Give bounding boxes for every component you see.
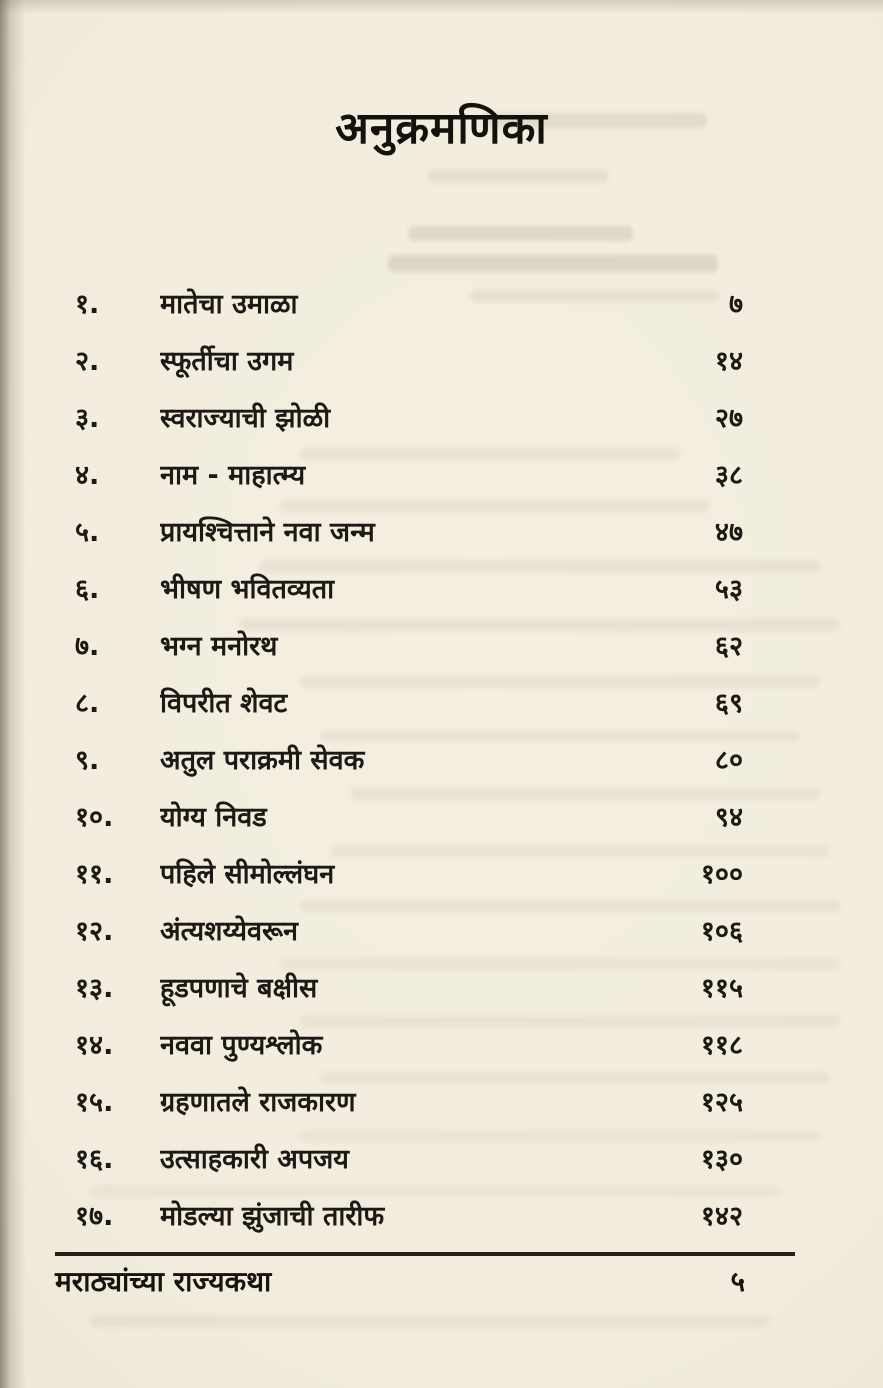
toc-entry-number: ६. — [75, 574, 100, 605]
toc-entry — [75, 846, 743, 903]
toc-entry — [75, 675, 743, 732]
toc-entry-pagenumber: १०० — [700, 859, 743, 890]
toc-entry — [75, 903, 743, 960]
toc-entry-pagenumber: १४ — [714, 346, 743, 377]
toc-entry-title: मातेचा उमाळा — [160, 289, 298, 320]
toc-entry-number: १०. — [75, 802, 114, 833]
toc-entry-title: नववा पुण्यश्लोक — [160, 1030, 323, 1061]
toc-entry-number: ७. — [75, 631, 100, 662]
toc-entry-number: ४. — [75, 460, 100, 491]
bleed-through-ghost — [428, 170, 608, 183]
footer-rule — [55, 1252, 795, 1256]
toc-entry-title: स्फूर्तीचा उगम — [160, 346, 294, 377]
toc-entry-number: १२. — [75, 916, 114, 947]
toc-entry-title: अंत्यशय्येवरून — [160, 916, 298, 947]
footer — [55, 1262, 745, 1300]
toc-entry — [75, 618, 743, 675]
toc-entry-pagenumber: ४७ — [714, 517, 743, 548]
footer-book-title: मराठ्यांच्या राज्यकथा — [55, 1265, 272, 1298]
toc-entry-number: ३. — [75, 403, 100, 434]
toc-entry-pagenumber: १४२ — [700, 1201, 743, 1232]
toc-entry — [75, 789, 743, 846]
toc-entry-pagenumber: ५३ — [714, 574, 743, 605]
toc-entry-number: १७. — [75, 1201, 114, 1232]
toc-entry — [75, 390, 743, 447]
footer-page-number: ५ — [730, 1265, 745, 1298]
toc-entry-number: १३. — [75, 973, 114, 1004]
bleed-through-ghost — [90, 1315, 770, 1327]
toc-entry-title: ग्रहणातले राजकारण — [160, 1087, 356, 1118]
toc-entry-pagenumber: ८० — [714, 745, 743, 776]
toc-entry-number: १६. — [75, 1144, 114, 1175]
toc-entry-title: विपरीत शेवट — [160, 688, 288, 719]
toc-entry — [75, 504, 743, 561]
toc-entry-title: पहिले सीमोल्लंघन — [160, 859, 335, 890]
toc-entry-title: योग्य निवड — [160, 802, 267, 833]
toc-entry — [75, 1131, 743, 1188]
toc-entry-title: उत्साहकारी अपजय — [160, 1144, 349, 1175]
toc-entry-pagenumber: ११८ — [700, 1030, 743, 1061]
toc-entry — [75, 1188, 743, 1245]
toc-entry — [75, 1074, 743, 1131]
toc-entry — [75, 561, 743, 618]
toc-entry — [75, 333, 743, 390]
toc-entry-number: ११. — [75, 859, 114, 890]
toc-entry-pagenumber: ११५ — [700, 973, 743, 1004]
toc-list — [75, 276, 743, 1245]
toc-entry-title: हूडपणाचे बक्षीस — [160, 973, 318, 1004]
toc-entry-pagenumber: ९४ — [714, 802, 743, 833]
toc-entry-pagenumber: ३८ — [714, 460, 743, 491]
toc-entry-title: भग्न मनोरथ — [160, 631, 278, 662]
toc-entry-title: नाम - माहात्म्य — [160, 460, 306, 491]
toc-entry-number: ५. — [75, 517, 100, 548]
toc-entry-number: १४. — [75, 1030, 114, 1061]
toc-entry-number: २. — [75, 346, 100, 377]
toc-entry — [75, 960, 743, 1017]
toc-entry-number: ८. — [75, 688, 100, 719]
toc-entry-title: अतुल पराक्रमी सेवक — [160, 745, 365, 776]
scan-edge-shadow — [0, 0, 26, 1388]
toc-entry-number: १. — [75, 289, 100, 320]
toc-entry-number: १५. — [75, 1087, 114, 1118]
scan-edge-shadow — [0, 0, 883, 14]
toc-entry-pagenumber: ७ — [728, 289, 743, 320]
toc-entry-pagenumber: १०६ — [700, 916, 743, 947]
bleed-through-ghost — [388, 255, 718, 272]
bleed-through-ghost — [408, 226, 633, 241]
toc-entry-title: मोडल्या झुंजाची तारीफ — [160, 1201, 385, 1232]
toc-entry-number: ९. — [75, 745, 100, 776]
toc-entry-title: स्वराज्याची झोळी — [160, 403, 331, 434]
toc-entry — [75, 732, 743, 789]
toc-entry-pagenumber: ६२ — [714, 631, 743, 662]
toc-entry-title: भीषण भवितव्यता — [160, 574, 335, 605]
toc-entry-pagenumber: ६९ — [714, 688, 743, 719]
page-title: अनुक्रमणिका — [335, 103, 548, 154]
toc-entry-title: प्रायश्चित्ताने नवा जन्म — [160, 517, 375, 548]
toc-entry-pagenumber: २७ — [714, 403, 743, 434]
toc-entry — [75, 1017, 743, 1074]
toc-entry-pagenumber: १३० — [700, 1144, 743, 1175]
toc-entry — [75, 447, 743, 504]
toc-entry-pagenumber: १२५ — [700, 1087, 743, 1118]
toc-entry — [75, 276, 743, 333]
